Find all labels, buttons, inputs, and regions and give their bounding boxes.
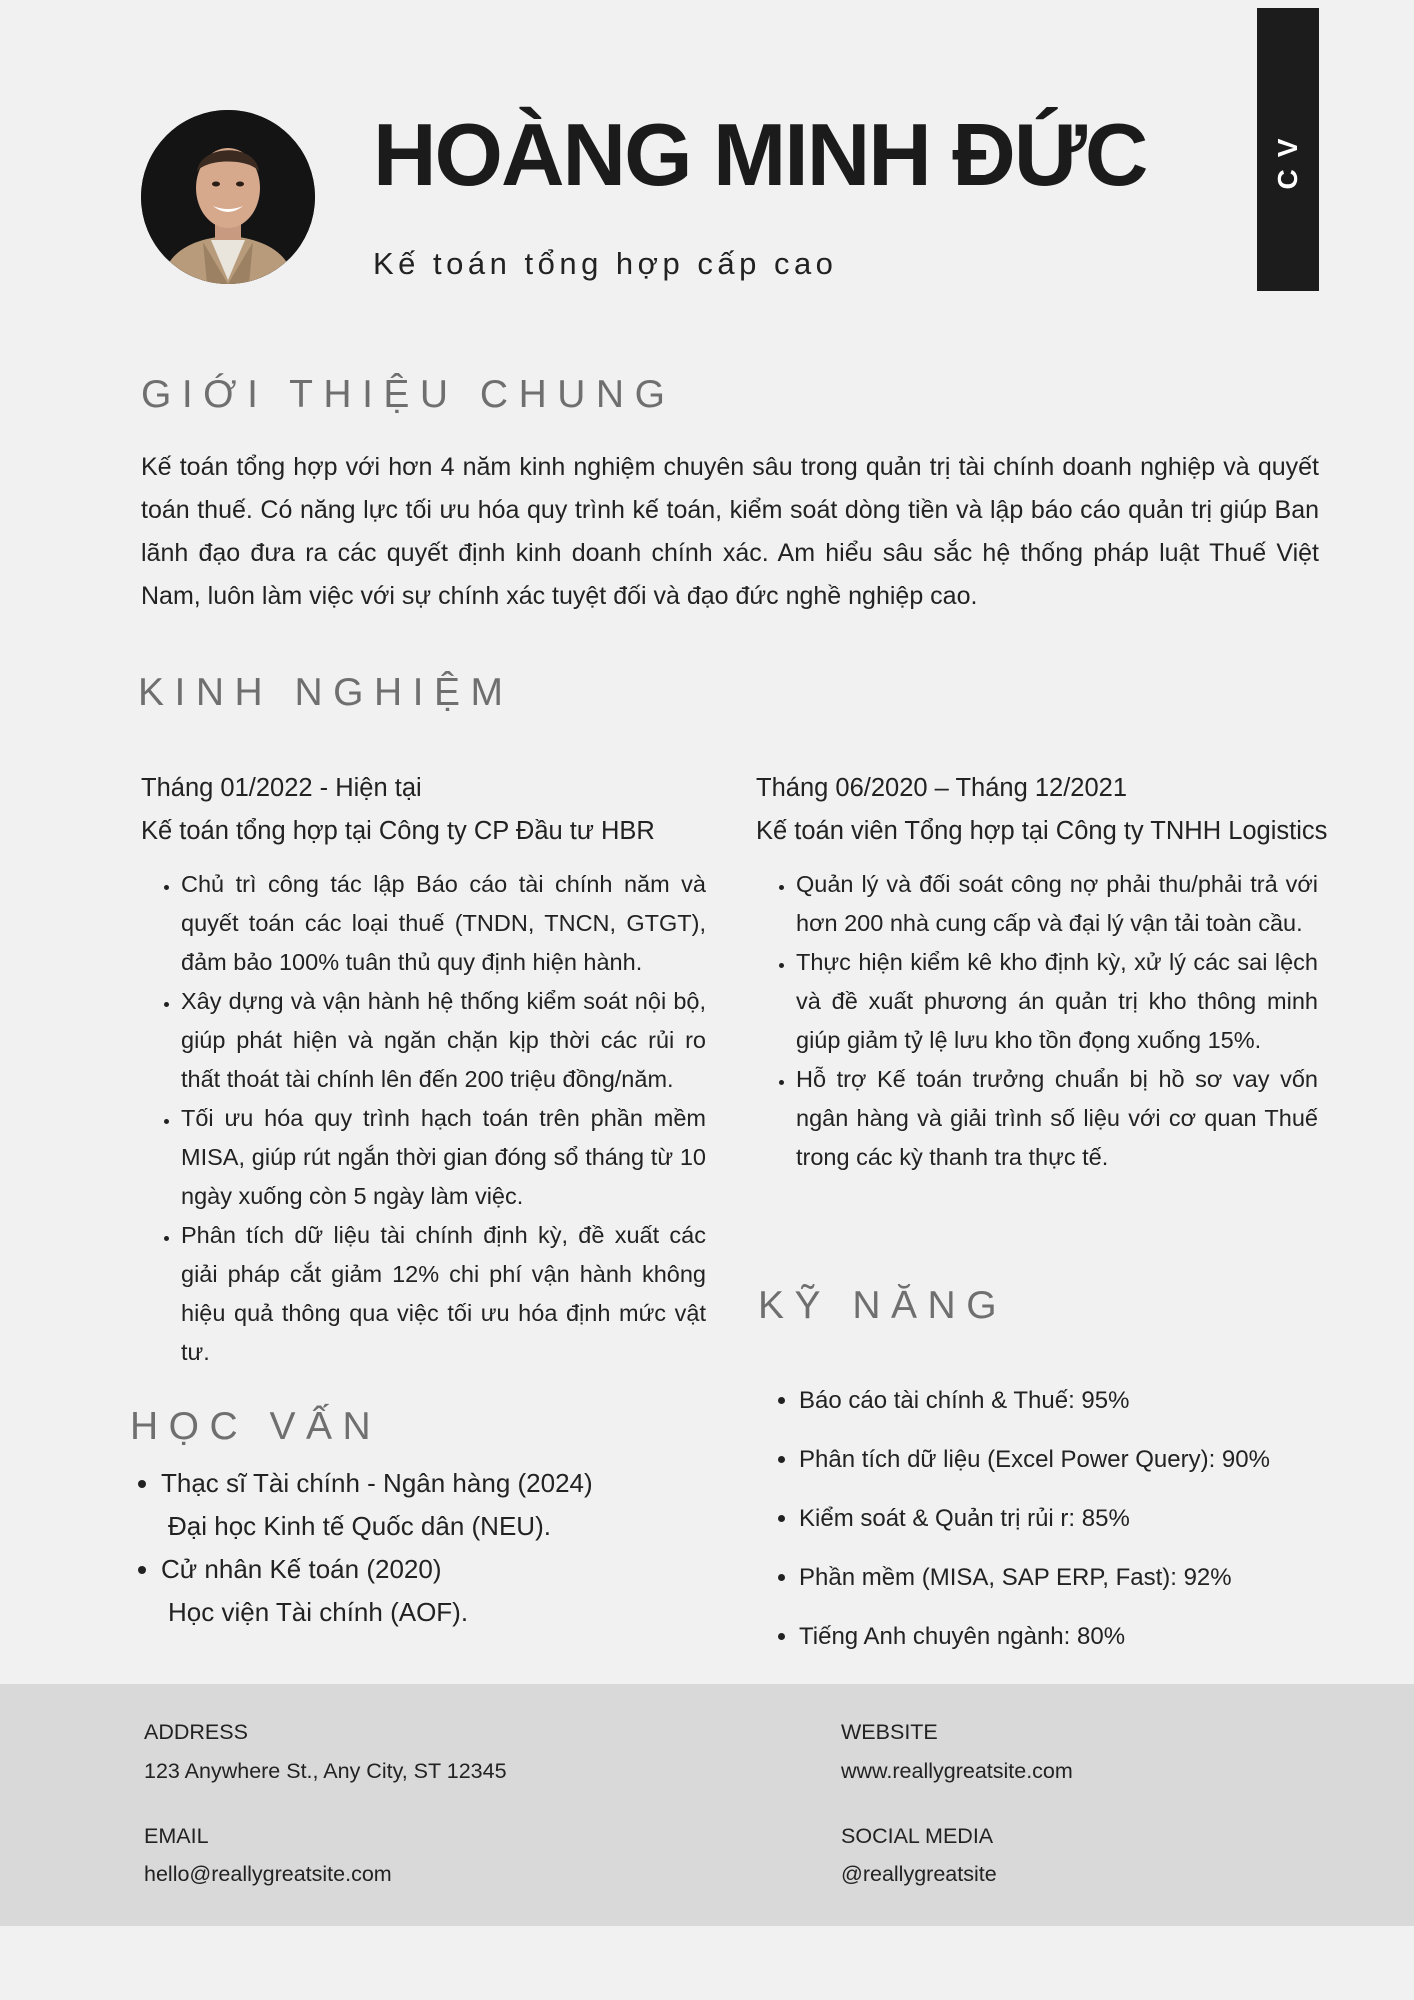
list-item: • Phân tích dữ liệu tài chính định kỳ, đề xuất các giải pháp cắt giảm 12% chi phí vận hành không hiệu quả thông qua việc tối ưu hóa định mức vật tư. (181, 1216, 706, 1372)
list-item: • Xây dựng và vận hành hệ thống kiểm soát nội bộ, giúp phát hiện và ngăn chặn kịp thời các rủi ro thất thoát tài chính lên đến 200 triệu đồng/năm. (181, 982, 706, 1099)
list-item: • Tối ưu hóa quy trình hạch toán trên phần mềm MISA, giúp rút ngắn thời gian đóng sổ tháng từ 10 ngày xuống còn 5 ngày làm việc. (181, 1099, 706, 1216)
job-date: Tháng 01/2022 - Hiện tại (141, 774, 422, 802)
skill-item: • Báo cáo tài chính & Thuế: 95% (799, 1386, 1359, 1416)
skills-list (759, 1386, 1359, 1681)
profile-photo (141, 110, 315, 284)
website-value[interactable]: www.reallygreatsite.com (841, 1759, 1073, 1783)
education-item (161, 1462, 761, 1548)
skill-item: • Tiếng Anh chuyên ngành: 80% (799, 1622, 1359, 1652)
address-label: ADDRESS (144, 1720, 248, 1744)
education-school: Đại học Kinh tế Quốc dân (NEU). (168, 1511, 551, 1541)
list-item: • Thực hiện kiểm kê kho định kỳ, xử lý các sai lệch và đề xuất phương án quản trị kho thông minh giúp giảm tỷ lệ lưu kho tồn đọng xuống 15%. (796, 943, 1318, 1060)
cv-tab-label: CV (1272, 126, 1303, 190)
candidate-name: HOÀNG MINH ĐỨC (373, 105, 1147, 204)
education-heading: HỌC VẤN (130, 1405, 382, 1448)
job-title: Kế toán viên Tổng hợp tại Công ty TNHH Logistics (756, 817, 1328, 845)
contact-footer (0, 1684, 1414, 1926)
summary-text: Kế toán tổng hợp với hơn 4 năm kinh nghiệm chuyên sâu trong quản trị tài chính doanh nghiệp và quyết toán thuế. Có năng lực tối ưu hóa quy trình kế toán, kiểm soát dòng tiền và lập báo cáo quản trị giúp Ban lãnh đạo đưa ra các quyết định kinh doanh chính xác. Am hiểu sâu sắc hệ thống pháp luật Thuế Việt Nam, luôn làm việc với sự chính xác tuyệt đối và đạo đức nghề nghiệp cao. (141, 453, 1319, 610)
skill-item: • Phân tích dữ liệu (Excel Power Query): 90% (799, 1445, 1359, 1475)
address-value: 123 Anywhere St., Any City, ST 12345 (144, 1759, 507, 1783)
job-achievements (141, 865, 706, 1372)
job-title: Kế toán tổng hợp tại Công ty CP Đầu tư HBR (141, 817, 655, 845)
email-value[interactable]: hello@reallygreatsite.com (144, 1862, 392, 1886)
social-label: SOCIAL MEDIA (841, 1824, 994, 1848)
skills-heading: KỸ NĂNG (758, 1284, 1008, 1327)
education-degree: Cử nhân Kế toán (2020) (161, 1554, 442, 1584)
list-item: • Hỗ trợ Kế toán trưởng chuẩn bị hồ sơ vay vốn ngân hàng và giải trình số liệu với cơ quan Thuế trong các kỳ thanh tra thực tế. (796, 1060, 1318, 1177)
job-date: Tháng 06/2020 – Tháng 12/2021 (756, 774, 1128, 802)
cv-tab (1257, 8, 1319, 291)
list-item: • Quản lý và đối soát công nợ phải thu/phải trả với hơn 200 nhà cung cấp và đại lý vận tải toàn cầu. (796, 865, 1318, 943)
skill-item: • Kiểm soát & Quản trị rủi r: 85% (799, 1504, 1359, 1534)
profile-photo-image (141, 110, 315, 284)
skill-item: • Phần mềm (MISA, SAP ERP, Fast): 92% (799, 1563, 1359, 1593)
education-degree: Thạc sĩ Tài chính - Ngân hàng (2024) (161, 1468, 593, 1498)
candidate-role: Kế toán tổng hợp cấp cao (373, 246, 838, 281)
job-entry (141, 767, 706, 1372)
job-achievements (756, 865, 1318, 1177)
job-entry (756, 767, 1328, 1177)
email-label: EMAIL (144, 1824, 209, 1848)
social-value[interactable]: @reallygreatsite (841, 1862, 997, 1886)
education-school: Học viện Tài chính (AOF). (168, 1597, 469, 1627)
website-label: WEBSITE (841, 1720, 938, 1744)
list-item: • Chủ trì công tác lập Báo cáo tài chính năm và quyết toán các loại thuế (TNDN, TNCN, GTGT), đảm bảo 100% tuân thủ quy định hiện hành. (181, 865, 706, 982)
education-list (131, 1462, 761, 1634)
education-item (161, 1548, 761, 1634)
experience-heading: KINH NGHIỆM (138, 671, 514, 714)
summary-heading: GIỚI THIỆU CHUNG (141, 373, 676, 416)
